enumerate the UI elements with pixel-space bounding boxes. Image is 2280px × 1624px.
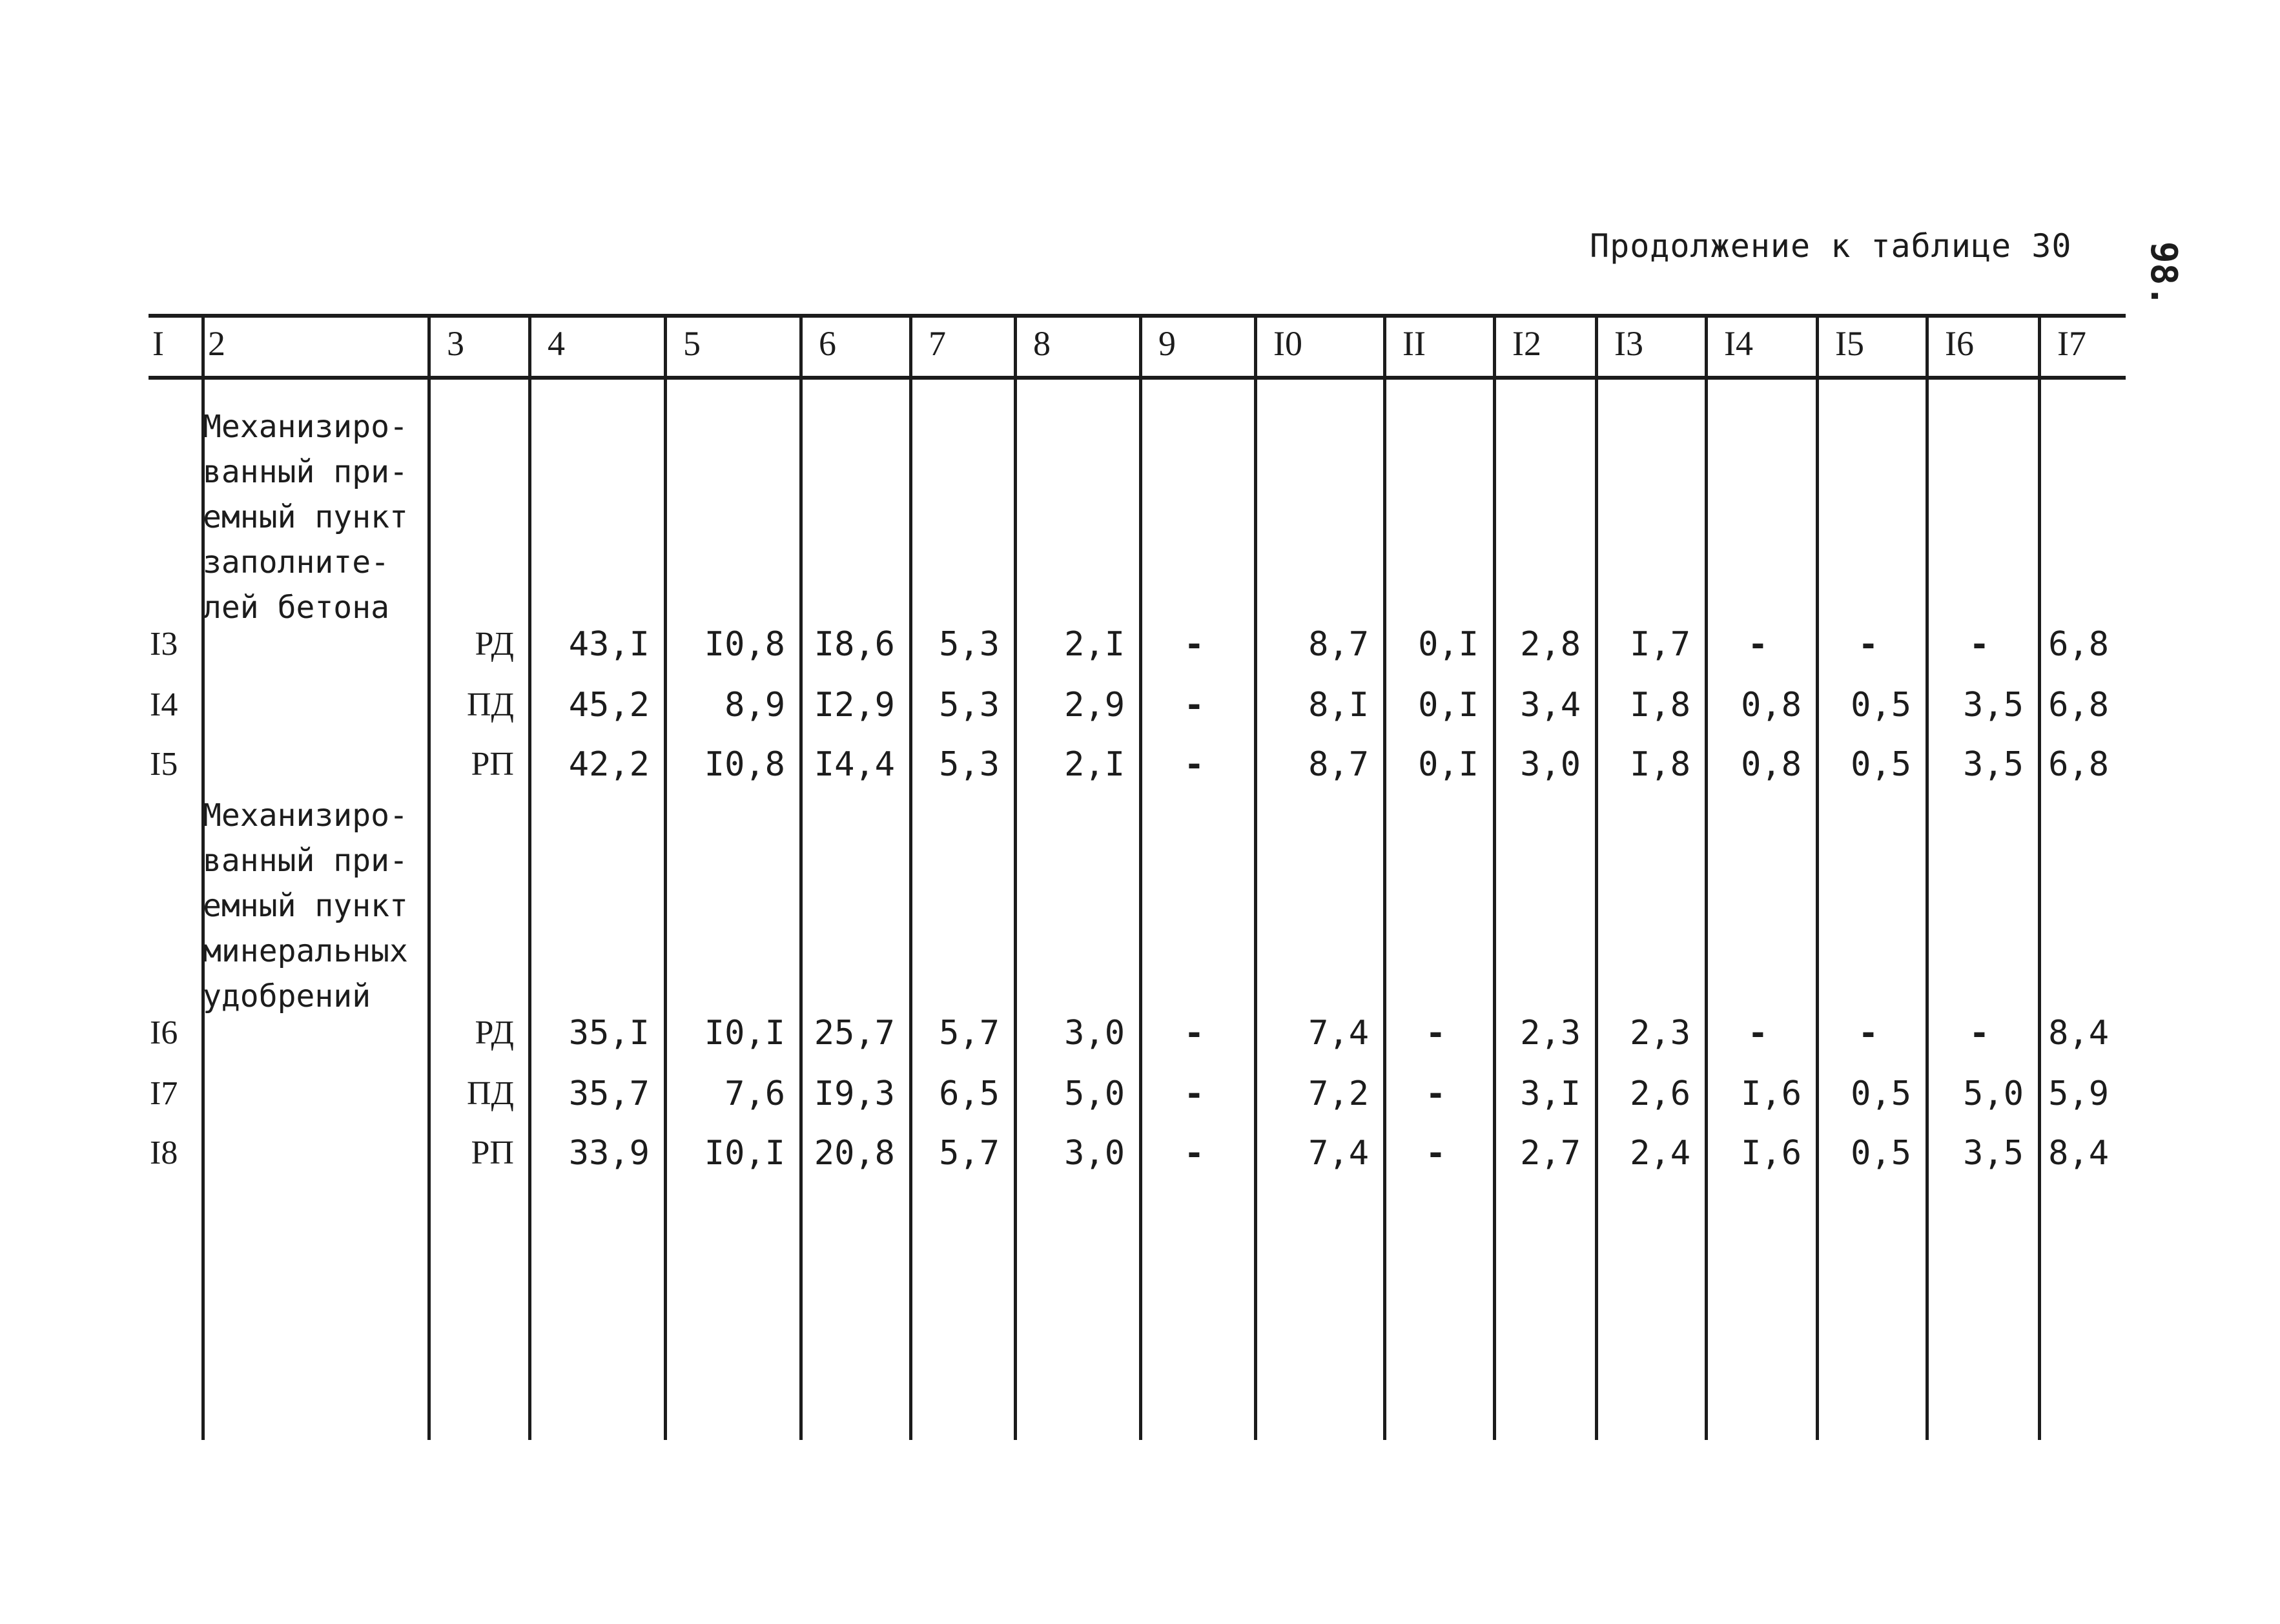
group-name-line: ванный при- [203, 843, 408, 879]
table-cell: 6,8 [2048, 745, 2109, 784]
group-name-line: Механизиро- [203, 797, 408, 834]
header-cell: 9 [1158, 324, 1176, 363]
header-cell: 3 [447, 324, 464, 363]
table-cell: 3,0 [1064, 1134, 1125, 1173]
table-cell: 0,I [1418, 745, 1479, 784]
column-divider [1705, 314, 1708, 1440]
table-cell: 5,7 [939, 1014, 1000, 1053]
table-cell: - [1747, 625, 1768, 664]
column-divider [1254, 314, 1257, 1440]
table-cell: 5,0 [1963, 1074, 2024, 1113]
table-cell: 5,3 [939, 625, 1000, 664]
row-number: I4 [150, 686, 178, 723]
table-cell: РП [471, 746, 514, 783]
table-cell: 3,5 [1963, 686, 2024, 725]
table-cell: 20,8 [814, 1134, 895, 1173]
table-cell: 2,6 [1630, 1074, 1690, 1113]
table-cell: 3,5 [1963, 745, 2024, 784]
column-divider [909, 314, 912, 1440]
row-number: I7 [150, 1075, 178, 1112]
table-cell: - [1184, 686, 1204, 725]
header-bottom-rule [149, 376, 2126, 380]
table-cell: ПД [466, 686, 514, 723]
table-cell: - [1969, 625, 1989, 664]
table-cell: 5,3 [939, 745, 1000, 784]
table-cell: 43,I [568, 625, 650, 664]
table-cell: - [1425, 1134, 1446, 1173]
table-cell: 0,I [1418, 625, 1479, 664]
header-cell: II [1402, 324, 1426, 363]
table-cell: 2,3 [1520, 1014, 1581, 1053]
table-cell: 6,8 [2048, 686, 2109, 725]
column-divider [1926, 314, 1929, 1440]
table-cell: 35,7 [568, 1074, 650, 1113]
header-cell: 5 [683, 324, 701, 363]
table-cell: 45,2 [568, 686, 650, 725]
table-cell: 0,5 [1851, 1074, 1911, 1113]
group-name-line: удобрений [203, 978, 371, 1014]
table-cell: РП [471, 1135, 514, 1171]
header-cell: 8 [1033, 324, 1051, 363]
table-cell: 42,2 [568, 745, 650, 784]
table-cell: 3,I [1520, 1074, 1581, 1113]
group-name-line: лей бетона [203, 590, 389, 626]
table-cell: 0,5 [1851, 1134, 1911, 1173]
table-cell: I,6 [1741, 1134, 1802, 1173]
table-cell: 8,4 [2048, 1134, 2109, 1173]
table-cell: 2,7 [1520, 1134, 1581, 1173]
column-divider [1816, 314, 1819, 1440]
column-divider [1139, 314, 1142, 1440]
table-cell: 33,9 [568, 1134, 650, 1173]
table-cell: 5,0 [1064, 1074, 1125, 1113]
header-cell: I2 [1512, 324, 1541, 363]
table-cell: I,8 [1630, 686, 1690, 725]
row-number: I6 [150, 1014, 178, 1051]
table-cell: 8,9 [724, 686, 785, 725]
table-cell: 5,3 [939, 686, 1000, 725]
header-cell: I3 [1614, 324, 1643, 363]
page-number: 98. [2142, 241, 2185, 307]
table-cell: 8,I [1308, 686, 1369, 725]
table-cell: I4,4 [814, 745, 895, 784]
table-cell: 2,I [1064, 745, 1125, 784]
group-name-line: заполните- [203, 544, 389, 581]
column-divider [1493, 314, 1496, 1440]
table-cell: - [1184, 1074, 1204, 1113]
table-cell: 0,8 [1741, 686, 1802, 725]
table-cell: I2,9 [814, 686, 895, 725]
group-name-line: ванный при- [203, 454, 408, 490]
header-cell: 7 [929, 324, 946, 363]
table-cell: - [1747, 1014, 1768, 1053]
header-cell: I0 [1273, 324, 1302, 363]
table-cell: 8,7 [1308, 625, 1369, 664]
table-cell: - [1969, 1014, 1989, 1053]
row-number: I8 [150, 1135, 178, 1171]
table-cell: 35,I [568, 1014, 650, 1053]
table-cell: I8,6 [814, 625, 895, 664]
table-cell: 6,5 [939, 1074, 1000, 1113]
table-cell: 0,5 [1851, 686, 1911, 725]
table-cell: 5,9 [2048, 1074, 2109, 1113]
table-cell: - [1425, 1074, 1446, 1113]
table-cell: 0,8 [1741, 745, 1802, 784]
header-cell: I7 [2057, 324, 2086, 363]
table-cell: - [1184, 745, 1204, 784]
header-cell: I [152, 324, 164, 363]
row-number: I5 [150, 746, 178, 783]
table-cell: 8,7 [1308, 745, 1369, 784]
table-top-rule [149, 314, 2126, 318]
table-caption: Продолжение к таблице 30 [1590, 227, 2072, 265]
table-cell: I0,8 [704, 745, 785, 784]
row-number: I3 [150, 626, 178, 663]
table-cell: 8,4 [2048, 1014, 2109, 1053]
table-cell: 0,I [1418, 686, 1479, 725]
table-cell: I0,8 [704, 625, 785, 664]
table-cell: 7,6 [724, 1074, 785, 1113]
header-cell: I6 [1945, 324, 1974, 363]
table-cell: - [1858, 1014, 1878, 1053]
table-cell: - [1184, 1014, 1204, 1053]
column-divider [1595, 314, 1598, 1440]
table-cell: 2,8 [1520, 625, 1581, 664]
table-cell: I0,I [704, 1014, 785, 1053]
table-cell: 5,7 [939, 1134, 1000, 1173]
table-cell: - [1184, 625, 1204, 664]
table-cell: 2,4 [1630, 1134, 1690, 1173]
table-cell: РД [475, 1014, 514, 1051]
table-cell: 25,7 [814, 1014, 895, 1053]
table-cell: 2,3 [1630, 1014, 1690, 1053]
column-divider [1383, 314, 1386, 1440]
table-cell: 7,4 [1308, 1014, 1369, 1053]
table-cell: - [1858, 625, 1878, 664]
table-cell: - [1184, 1134, 1204, 1173]
column-divider [664, 314, 667, 1440]
table-cell: 7,2 [1308, 1074, 1369, 1113]
header-cell: I4 [1724, 324, 1753, 363]
table-cell: - [1425, 1014, 1446, 1053]
group-name-line: емный пункт [203, 888, 408, 924]
table-cell: I9,3 [814, 1074, 895, 1113]
table-cell: 6,8 [2048, 625, 2109, 664]
column-divider [427, 314, 431, 1440]
table-cell: I0,I [704, 1134, 785, 1173]
table-cell: ПД [466, 1075, 514, 1112]
table-cell: 3,0 [1064, 1014, 1125, 1053]
column-divider [1014, 314, 1017, 1440]
header-cell: 4 [548, 324, 565, 363]
table-cell: РД [475, 626, 514, 663]
header-cell: I5 [1835, 324, 1864, 363]
header-cell: 6 [819, 324, 836, 363]
table-cell: 3,5 [1963, 1134, 2024, 1173]
table-cell: 0,5 [1851, 745, 1911, 784]
group-name-line: Механизиро- [203, 409, 408, 445]
table-cell: 3,0 [1520, 745, 1581, 784]
group-name-line: емный пункт [203, 499, 408, 535]
column-divider [799, 314, 803, 1440]
table-cell: 3,4 [1520, 686, 1581, 725]
header-cell: 2 [208, 324, 225, 363]
group-name-line: минеральных [203, 933, 408, 969]
table-cell: I,7 [1630, 625, 1690, 664]
table-cell: I,6 [1741, 1074, 1802, 1113]
table-cell: I,8 [1630, 745, 1690, 784]
column-divider [2038, 314, 2041, 1440]
table-cell: 2,I [1064, 625, 1125, 664]
column-divider [528, 314, 531, 1440]
table-cell: 7,4 [1308, 1134, 1369, 1173]
table-cell: 2,9 [1064, 686, 1125, 725]
